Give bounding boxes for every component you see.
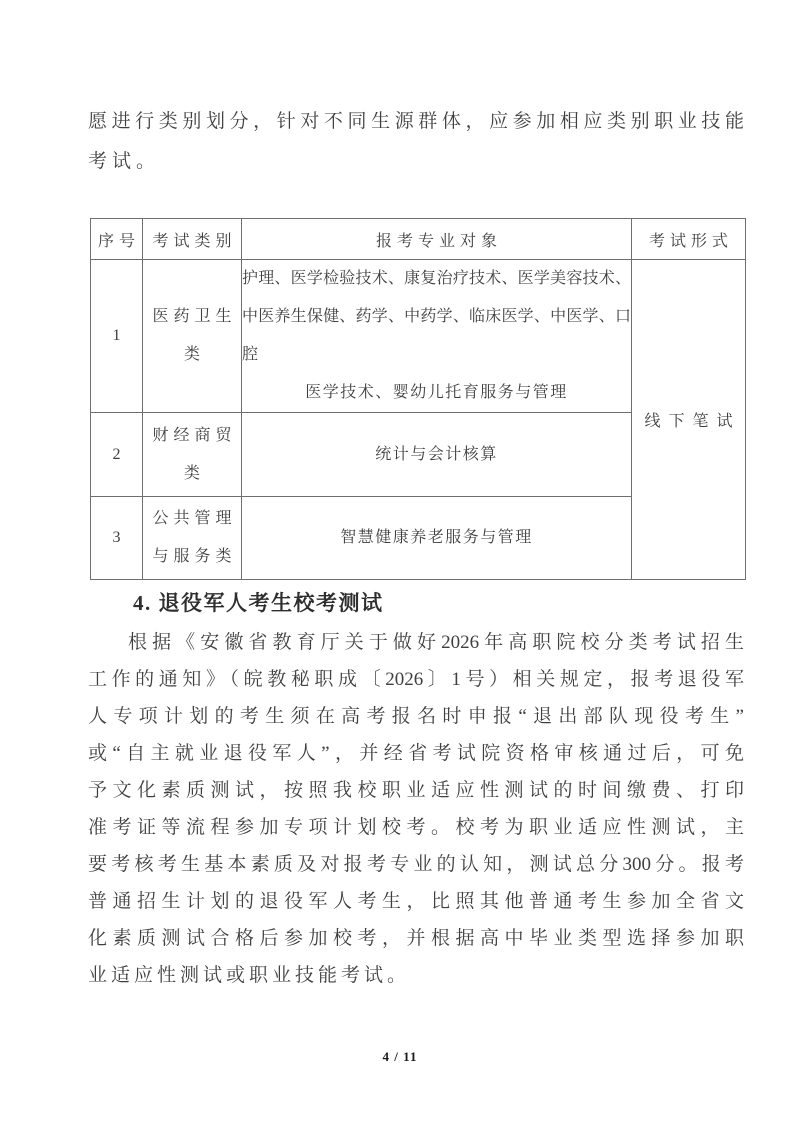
majors-cell (242, 260, 632, 413)
row-number: 3 (91, 497, 143, 580)
category-line: 类 (183, 464, 205, 482)
majors-line: 统计与会计核算 (375, 445, 498, 463)
intro-line: 愿进行类别划分，针对不同生源群体，应参加相应类别职业技能 (88, 111, 744, 132)
intro-paragraph (88, 102, 744, 182)
body-line: 化素质测试合格后参加校考，并根据高中毕业类型选择参加职 (88, 928, 744, 949)
section-heading: 4. 退役军人考生校考测试 (133, 591, 384, 615)
category-line: 医药卫生 (152, 308, 237, 325)
header-cell-number: 序号 (91, 219, 143, 260)
row-number: 1 (91, 260, 143, 413)
majors-line: 护理、医学检验技术、康复治疗技术、医学美容技术、 (242, 270, 631, 287)
category-line: 财经商贸 (152, 426, 237, 444)
body-line: 根据《安徽省教育厅关于做好2026年高职院校分类考试招生 (128, 632, 744, 653)
header-cell-category: 考试类别 (143, 219, 242, 260)
table-row (91, 260, 746, 413)
body-paragraph (88, 624, 744, 994)
exam-category-table (90, 218, 746, 580)
header-cell-exam-form: 考试形式 (632, 219, 746, 260)
body-line: 要考核考生基本素质及对报考专业的认知，测试总分300分。报考 (88, 854, 744, 875)
majors-line: 医学技术、婴幼儿托育服务与管理 (305, 384, 568, 401)
header-cell-majors: 报考专业对象 (242, 219, 632, 260)
body-line: 人专项计划的考生须在高考报名时申报“退出部队现役考生” (88, 706, 744, 727)
category-cell (143, 260, 242, 413)
majors-cell (242, 497, 632, 580)
body-line: 业适应性测试或职业技能考试。 (88, 965, 411, 986)
category-line: 与服务类 (152, 548, 237, 565)
category-cell (143, 413, 242, 497)
body-line: 普通招生计划的退役军人考生，比照其他普通考生参加全省文 (88, 891, 744, 912)
category-line: 类 (183, 346, 205, 363)
page-number: 4 / 11 (382, 1049, 418, 1064)
category-line: 公共管理 (152, 510, 237, 527)
majors-line: 中医养生保健、药学、中药学、临床医学、中医学、口腔 (242, 308, 631, 363)
exam-form-cell: 线下笔试 (632, 260, 746, 580)
body-line: 予文化素质测试，按照我校职业适应性测试的时间缴费、打印 (88, 780, 744, 801)
majors-line: 智慧健康养老服务与管理 (340, 529, 533, 546)
majors-cell (242, 413, 632, 497)
row-number: 2 (91, 413, 143, 497)
body-line: 准考证等流程参加专项计划校考。校考为职业适应性测试，主 (88, 817, 744, 838)
table-header-row (91, 219, 746, 260)
body-line: 或“自主就业退役军人”，并经省考试院资格审核通过后，可免 (88, 743, 744, 764)
intro-line: 考试。 (88, 151, 161, 172)
category-cell (143, 497, 242, 580)
body-line: 工作的通知》（皖教秘职成〔2026〕1号）相关规定，报考退役军 (88, 669, 744, 690)
